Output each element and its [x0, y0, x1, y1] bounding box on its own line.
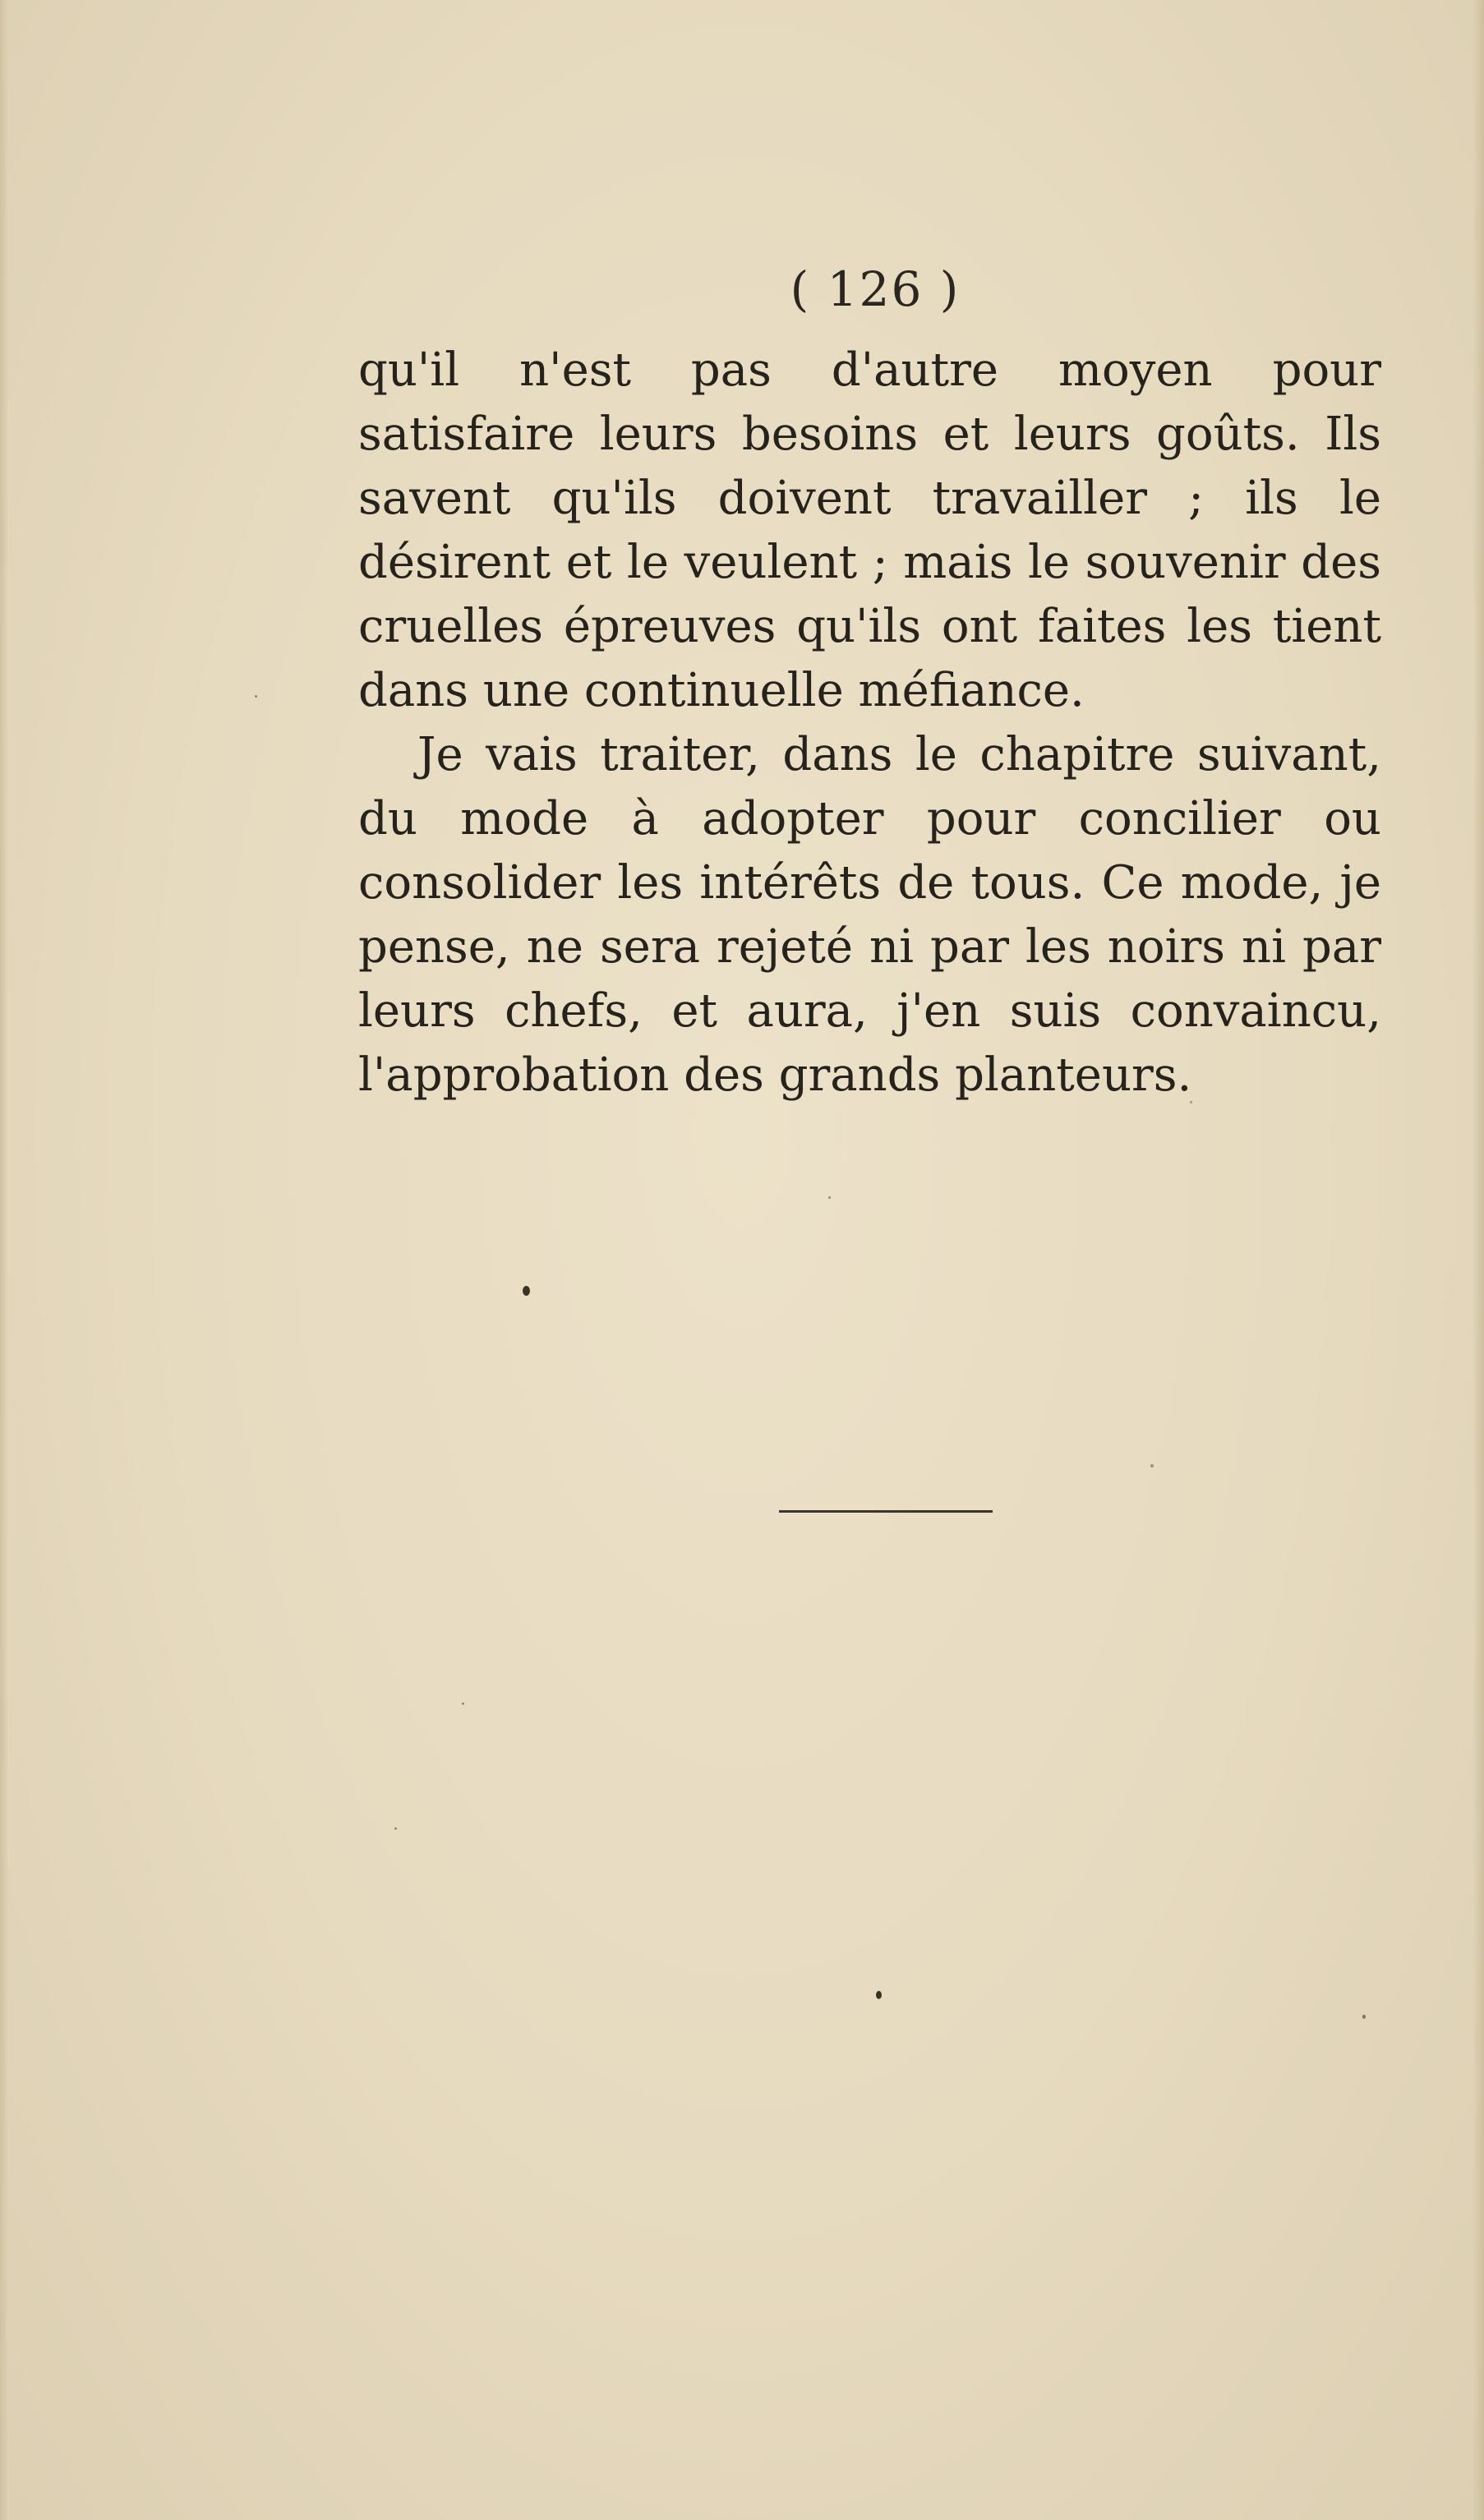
- ink-speck: [462, 1702, 464, 1705]
- page-edge-left: [0, 0, 8, 2520]
- ink-speck: [255, 695, 257, 698]
- paragraph-continuation: qu'il n'est pas d'autre moyen pour satisfaire leurs besoins et leurs goûts. Ils savent qu'ils doivent travailler ; ils le désirent et le veulent ; mais le souvenir des cruelles épreuves qu'ils ont faites les tient dans une continuelle méfiance.: [358, 343, 1381, 717]
- ink-speck: [1190, 1101, 1192, 1103]
- page-number: ( 126 ): [790, 261, 961, 317]
- end-of-chapter-rule: [779, 1510, 993, 1513]
- ink-speck: [876, 1991, 882, 1999]
- paragraph-chapter-announcement: Je vais traiter, dans le chapitre suivant, du mode à adopter pour concilier ou consolider les intérêts de tous. Ce mode, je pense, ne sera rejeté ni par les noirs ni par leurs chefs, et aura, j'en suis convaincu, l'approbation des grands planteurs.: [358, 728, 1381, 1102]
- ink-speck: [523, 1286, 530, 1296]
- page-edge-right: [1472, 0, 1484, 2520]
- ink-speck: [394, 1827, 397, 1830]
- ink-speck: [1150, 1464, 1154, 1467]
- body-text: [358, 339, 1381, 1108]
- ink-speck: [828, 1196, 831, 1199]
- ink-speck: [1362, 2015, 1366, 2019]
